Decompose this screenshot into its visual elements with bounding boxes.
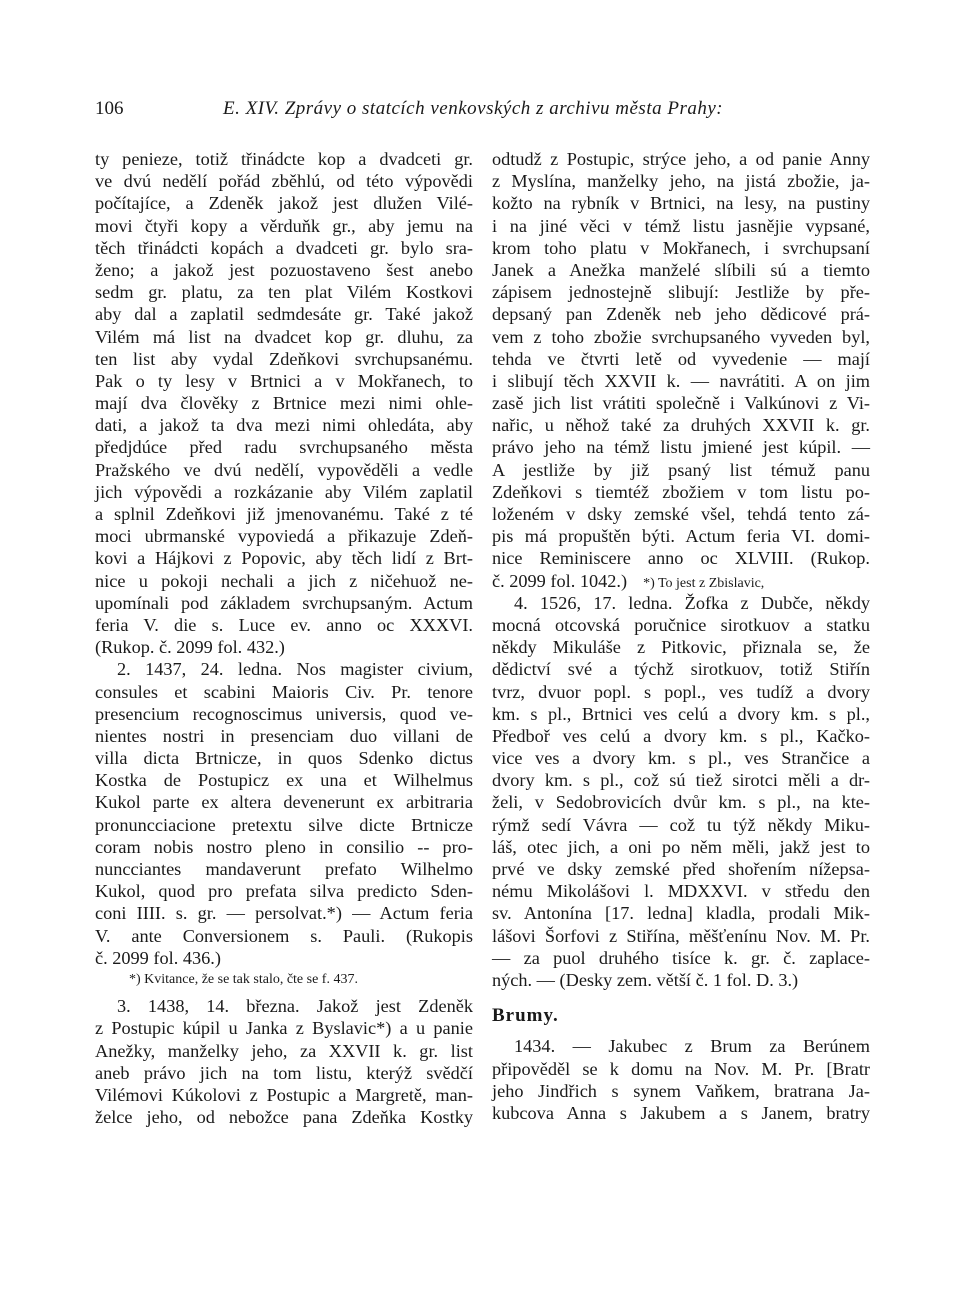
- entry-line: coram nobis nostro pleno in consilio -- pro-: [95, 836, 473, 857]
- text-line: nice Reminiscere anno oc XLVIII. (Rukop.: [492, 548, 870, 569]
- entry-line: někdy Mikuláše z Pitkovic, přiznala se, že: [492, 637, 870, 658]
- entry-line: 2. 1437, 24. ledna. Nos magister civium,: [117, 659, 473, 680]
- page-header: [95, 98, 865, 128]
- text-line: nice u pokoji nechali a jich z ničehuož ne-: [95, 570, 473, 591]
- entry-line: aneb právo jich na tom listu, kterýž svědčí: [95, 1062, 473, 1083]
- entry-line: consules et scabini Maioris Civ. Pr. tenore: [95, 681, 473, 702]
- text-line: Pak o ty lesy v Brtnici a v Mokřanech, to: [95, 370, 473, 391]
- text-line: z Myslína, manželky jeho, na jistá zbožie, ja-: [492, 171, 870, 192]
- entry-line: 3. 1438, 14. března. Jakož jest Zdeněk: [117, 996, 473, 1017]
- entry-line: lášovi Šorfovi z Stiřína, měšťenínu Nov. M. Pr.: [492, 925, 870, 946]
- text-line: (Rukop. č. 2099 fol. 432.): [95, 637, 285, 658]
- entry-line: dědictví své a týchž sirotkuov, totiž Stiřín: [492, 659, 870, 680]
- text-line: [492, 570, 870, 592]
- entry-line: vice ves a dvory km. s pl., ves Strančice a: [492, 748, 870, 769]
- entry-line: č. 2099 fol. 436.): [95, 947, 221, 968]
- footnote: *) Kvitance, že se tak stalo, čte se f. 437.: [129, 971, 358, 987]
- text-line: nařic, u něhož také za druhých XXVII k. gr.: [492, 415, 870, 436]
- text-line: Janek a Anežka manželé slíbili sú a tiemto: [492, 259, 870, 280]
- entry-line: — za puol druhého tisíce k. gr. č. zaplace-: [492, 947, 870, 968]
- text-line: těch třinádcti kopách a dvadceti gr. bylo sra-: [95, 237, 473, 258]
- citation: č. 2099 fol. 1042.): [492, 570, 628, 591]
- text-line: depsaný pan Zdeněk neb jeho dědicové prá-: [492, 304, 870, 325]
- text-line: movi čtyři kopy a věrduňk gr., aby jemu na: [95, 215, 473, 236]
- text-line: kožto na rybník v Brtnici, na lesy, na pustiny: [492, 193, 870, 214]
- text-line: kovi a Hájkovi z Popovic, aby těch lidí z Brt-: [95, 548, 473, 569]
- entry-line: V. ante Conversionem s. Pauli. (Rukopis: [95, 925, 473, 946]
- running-title: E. XIV. Zprávy o statcích venkovských z archivu města Prahy:: [223, 98, 724, 119]
- entry-line: Vilémovi Kúkolovi z Postupic a Margretě, man-: [95, 1084, 473, 1105]
- text-line: loženém v dsky zemské všel, tehdá tento zá-: [492, 504, 870, 524]
- entry-line: 4. 1526, 17. ledna. Žofka z Dubče, někdy: [514, 592, 870, 613]
- entry-line: Kostka de Postupicz ex una et Wilhelmus: [95, 770, 473, 791]
- text-line: dati, a jakož ta dva mezi nimi ohledáta, aby: [95, 415, 473, 436]
- entry-line: láš, otec jich, a oni po něm měli, jakž jest to: [492, 836, 870, 857]
- text-line: ten list aby vydal Zdeňkovi svrchupsanému.: [95, 348, 473, 369]
- entry-line: coni IIII. s. gr. — persolvat.*) — Actum feria: [95, 903, 473, 924]
- entry-line: z Postupic kúpil u Janka z Byslavic*) a u panie: [95, 1018, 473, 1039]
- text-line: zasě jich list vrátiti společně i Valkúnovi z Vi-: [492, 393, 870, 414]
- text-line: Zdeňkovi s tiemtéž zbožiem v tom listu po-: [492, 481, 870, 502]
- text-line: právo jeho na témž listu jmiené jest kúpil. —: [492, 437, 870, 458]
- footnote: *) To jest z Zbislavic,: [643, 575, 765, 591]
- entry-line: jeho Jindřich s synem Vaňkem, bratrana Ja-: [492, 1080, 870, 1101]
- entry-line: nému Mikolášovi l. MDXXVI. v středu den: [492, 881, 870, 902]
- text-line: zápisem jednostejně slibují: Jestliže by pře-: [492, 282, 870, 303]
- text-line: jich výpovědi a rozkázanie aby Vilém zaplatil: [95, 481, 473, 502]
- text-line: mají dva člověky z Brtnice mezi nimi ohle-: [95, 393, 473, 414]
- text-line: odtudž z Postupic, strýce jeho, a od panie Anny: [492, 149, 870, 169]
- text-line: předjdúce před radu svrchupsaného města: [95, 437, 473, 458]
- text-line: pis má propuštěn býti. Actum feria VI. domi-: [492, 526, 870, 547]
- text-line: tehda ve čtvrti letě od vyvedenie — mají: [492, 348, 870, 369]
- entry-line: nuncciantes mandaverunt prefato Wilhelmo: [95, 859, 473, 879]
- entry-line: rýmž sedí Vávra — což tu týž někdy Miku-: [492, 814, 870, 835]
- entry-line: Anežky, manželky jeho, za XXVII k. gr. list: [95, 1040, 473, 1061]
- entry-line: presencium recognoscimus universis, quod ve-: [95, 703, 473, 724]
- entry-line: želce jeho, od nebožce pana Zdeňka Kostky: [95, 1107, 473, 1128]
- entry-line: pronuncciacione pretextu silve dicte Brtnicze: [95, 814, 473, 835]
- entry-line: km. s pl., Brtnici ves celú a dvory km. s pl.,: [492, 703, 870, 724]
- text-line: upomínali pod základem svrchupsaným. Actum: [95, 592, 473, 613]
- entry-line: Kukol parte ex altera devenerunt ex arbitraria: [95, 792, 473, 813]
- entry-line: sv. Antonína [17. ledna] kladla, prodali Mik-: [492, 903, 870, 924]
- text-line: aby dal a zaplatil sedmdesáte gr. Také jakož: [95, 304, 473, 325]
- text-line: počítajíce, a Zdeněk jakož jest dlužen Vilé-: [95, 193, 473, 214]
- entry-line: připověděl se k domu na Nov. M. Pr. [Bratr: [492, 1058, 870, 1079]
- text-line: krom toho platu v Mokřanech, i svrchupsaní: [492, 237, 870, 258]
- entry-line: dvory km. s pl., což sú tiež sirotci měli a dr-: [492, 770, 870, 791]
- text-line: ty penieze, totiž třinádcte kop a dvadceti gr.: [95, 149, 473, 169]
- entry-line: villa dicta Brtnicze, in quos Sdenko dictus: [95, 748, 473, 769]
- text-line: sedm gr. platu, za ten plat Vilém Kostkovi: [95, 282, 473, 303]
- entry-line: Kukol, quod pro prefata silva predicto Sden-: [95, 881, 473, 902]
- left-column: [95, 148, 473, 1128]
- entry-line: ných. — (Desky zem. větší č. 1 fol. D. 3.): [492, 969, 799, 990]
- page-number: 106: [95, 98, 124, 119]
- entry-line: nientes nostri in presenciam duo villani de: [95, 725, 473, 746]
- entry-line: 1434. — Jakubec z Brum za Berúnem: [514, 1036, 870, 1057]
- entry-line: prvé ve dsky zemské před shořením nížepsa-: [492, 859, 870, 879]
- text-line: i na jiné věci v témž listu jasnějie vypsané,: [492, 215, 870, 236]
- text-line: i slibují těch XXVII k. — navrátiti. A on jim: [492, 370, 870, 391]
- entry-line: Předboř ves celú a dvory km. s pl., Kačko-: [492, 725, 870, 746]
- text-line: moci ubrmanské vypoviedá a přikazuje Zdeň-: [95, 526, 473, 547]
- text-line: ve dvú nedělí pořád zběhlú, od této výpovědi: [95, 171, 473, 192]
- text-line: vem z toho zbožie svrchupsaného vyveden byl,: [492, 326, 870, 347]
- text-line: Pražského ve dvú nedělí, vypověděli a vedle: [95, 459, 473, 480]
- section-heading: Brumy.: [492, 1005, 559, 1027]
- entry-line: tvrz, dvuor popl. s popl., ves tudíž a dvory: [492, 681, 870, 702]
- text-line: a splnil Zdeňkovi již jmenovanému. Také z té: [95, 504, 473, 524]
- entry-line: želi, v Sedobrovicích dvůr km. s pl., na kte-: [492, 792, 870, 813]
- text-line: feria V. die s. Luce ev. anno oc XXXVI.: [95, 614, 473, 635]
- right-column: [492, 148, 870, 1124]
- entry-line: kubcova Anna s Jakubem a s Janem, bratry: [492, 1102, 870, 1123]
- text-line: Vilém má list na dvadcet kop gr. dluhu, za: [95, 326, 473, 347]
- entry-line: mocná otcovská poručnice sirotkuov a statku: [492, 614, 870, 635]
- text-line: A jestliže by již psaný list témuž panu: [492, 459, 870, 480]
- text-line: ženo; a jakož jest pozuostaveno šest anebo: [95, 259, 473, 280]
